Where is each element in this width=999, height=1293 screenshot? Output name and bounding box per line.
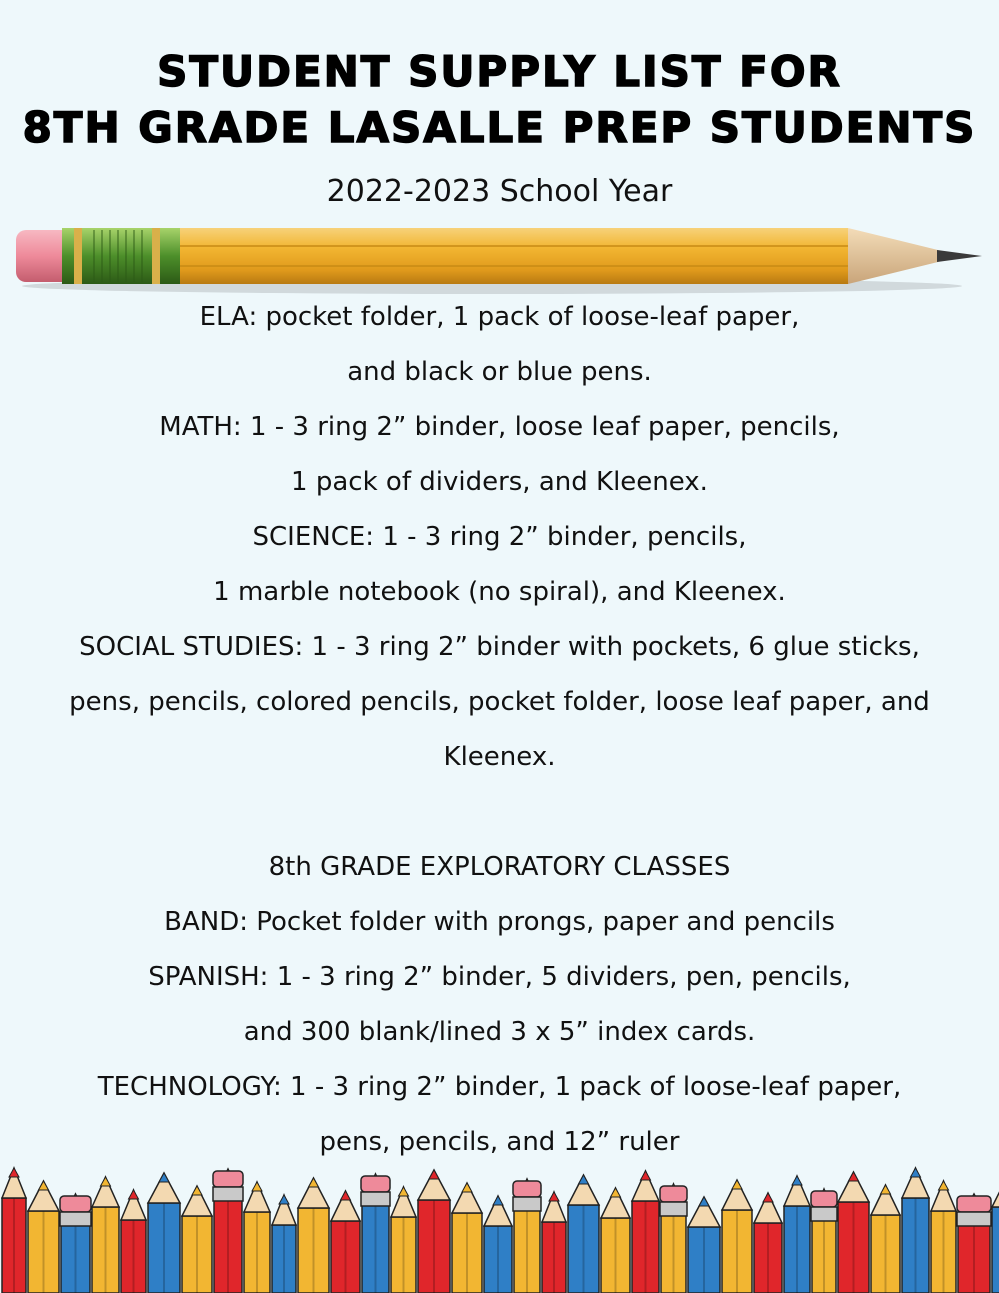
- border-pencil: [632, 1171, 659, 1293]
- supply-line-band: BAND: Pocket folder with prongs, paper and pencils: [164, 907, 835, 937]
- border-pencil: [60, 1194, 91, 1293]
- border-pencil: [418, 1170, 450, 1293]
- border-pencil: [754, 1193, 782, 1293]
- border-pencil: [213, 1169, 243, 1293]
- border-pencil: [688, 1197, 720, 1293]
- school-year-subtitle: 2022-2023 School Year: [326, 174, 673, 209]
- supply-line-spanish-2: and 300 blank/lined 3 x 5” index cards.: [243, 1017, 756, 1047]
- border-pencil: [722, 1180, 752, 1293]
- border-pencil: [452, 1183, 482, 1293]
- border-pencil: [298, 1178, 329, 1293]
- border-pencil: [121, 1190, 146, 1293]
- supply-line-math-1: MATH: 1 - 3 ring 2” binder, loose leaf paper, pencils,: [159, 412, 840, 442]
- border-pencil: [361, 1174, 390, 1293]
- section-spacer: [40, 785, 959, 840]
- border-pencil: [811, 1189, 837, 1293]
- exploratory-heading: 8th GRADE EXPLORATORY CLASSES: [268, 852, 731, 882]
- border-pencil: [902, 1168, 929, 1293]
- supply-list: [40, 290, 959, 1170]
- supply-line-science-1: SCIENCE: 1 - 3 ring 2” binder, pencils,: [252, 522, 747, 552]
- border-pencil: [660, 1184, 687, 1293]
- colored-pencil-border: [0, 1158, 999, 1293]
- pencil-illustration: [12, 218, 987, 298]
- border-pencil: [992, 1177, 999, 1293]
- border-pencil: [838, 1172, 869, 1293]
- border-pencil: [871, 1185, 900, 1293]
- border-pencil: [568, 1175, 599, 1293]
- supply-line-math-2: 1 pack of dividers, and Kleenex.: [291, 467, 708, 497]
- supply-line-social-2: pens, pencils, colored pencils, pocket folder, loose leaf paper, and: [69, 687, 930, 717]
- border-pencil: [601, 1188, 630, 1293]
- supply-line-technology-2: pens, pencils, and 12” ruler: [319, 1127, 680, 1157]
- title-line-1: STUDENT SUPPLY LIST FOR: [157, 47, 842, 96]
- border-pencil: [92, 1177, 119, 1293]
- border-pencil: [272, 1195, 296, 1293]
- border-pencil: [484, 1196, 512, 1293]
- border-pencil: [2, 1168, 26, 1293]
- border-pencil: [391, 1187, 416, 1293]
- border-pencil: [784, 1176, 810, 1293]
- border-pencil: [148, 1173, 180, 1293]
- border-pencil: [957, 1194, 991, 1293]
- border-pencil: [513, 1179, 541, 1293]
- supply-line-science-2: 1 marble notebook (no spiral), and Kleenex.: [213, 577, 786, 607]
- page-title: [0, 44, 999, 156]
- supply-line-ela-2: and black or blue pens.: [347, 357, 652, 387]
- border-pencil: [542, 1192, 566, 1293]
- supply-line-social-1: SOCIAL STUDIES: 1 - 3 ring 2” binder with pockets, 6 glue sticks,: [79, 632, 920, 662]
- supply-line-technology-1: TECHNOLOGY: 1 - 3 ring 2” binder, 1 pack of loose-leaf paper,: [97, 1072, 902, 1102]
- border-pencil: [182, 1186, 212, 1293]
- border-pencil: [931, 1181, 956, 1293]
- title-line-2: 8TH GRADE LASALLE PREP STUDENTS: [22, 103, 977, 152]
- border-pencil: [28, 1181, 59, 1293]
- supply-line-social-3: Kleenex.: [443, 742, 556, 772]
- border-pencil: [244, 1182, 270, 1293]
- supply-line-ela-1: ELA: pocket folder, 1 pack of loose-leaf paper,: [199, 302, 800, 332]
- supply-line-spanish-1: SPANISH: 1 - 3 ring 2” binder, 5 dividers, pen, pencils,: [148, 962, 851, 992]
- border-pencil: [331, 1191, 360, 1293]
